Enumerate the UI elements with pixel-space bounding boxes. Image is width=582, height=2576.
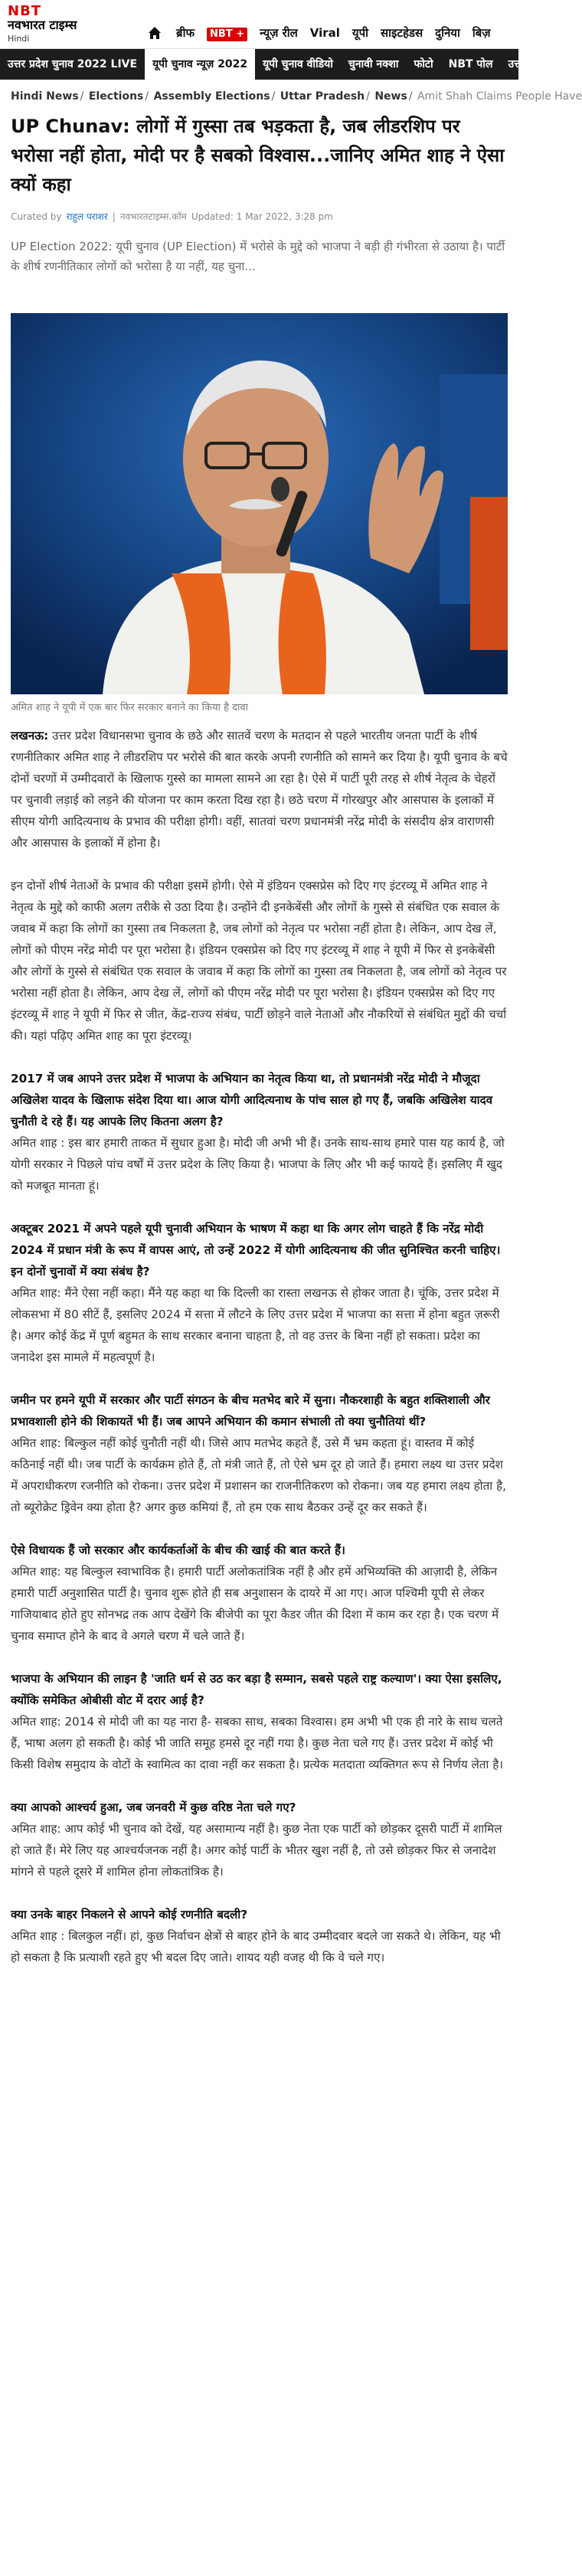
updated-timestamp: Updated: 1 Mar 2022, 3:28 pm	[191, 211, 333, 222]
subnav-video[interactable]: यूपी चुनाव वीडियो	[263, 58, 333, 70]
top-nav	[146, 0, 518, 48]
answer-1: अमित शाह : इस बार हमारी ताकत में सुधार हुआ है। मोदी जी अभी भी हैं। उनके साथ-साथ हमारे पास यह कार्य है, जो योगी सरकार ने पिछले पांच वर्षों में उत्तर प्रदेश के लिए किया है। भाजपा के लिए और भी कई फायदे हैं। इसलिए मैं खुद को मजबूत मानता हूं।	[11, 1136, 505, 1193]
breadcrumb-current: Amit Shah Claims People Have	[417, 90, 582, 103]
question-4: ऐसे विधायक हैं जो सरकार और कार्यकर्ताओं के बीच की खाई की बात करते हैं।	[11, 1543, 345, 1557]
subnav-map[interactable]: चुनावी नक्शा	[348, 58, 399, 70]
breadcrumb: Hindi News / Elections / Assembly Elections / Uttar Pradesh / News / Amit Shah Claims People Have	[11, 90, 582, 103]
curated-by-label: Curated by	[11, 211, 62, 222]
paragraph-2: इन दोनों शीर्ष नेताओं के प्रभाव की परीक्षा इसमें होगी। ऐसे में इंडियन एक्सप्रेस को दिए गए इंटरव्यू में अमित शाह ने नेतृत्व के मुद्दे को काफी अलग तरीके से उठा दिया है। उन्होंने दी इनकेबेंसी और लोगों के गुस्से से संबंधित एक सवाल के जवाब में कहा कि लोगों का गुस्सा तब निकलता है, जब लोगों को नेतृत्व पर भरोसा नहीं होता है। लेकिन, आप देख लें, लोगों को पीएम नरेंद्र मोदी पर पूरा भरोसा है। इंडियन एक्सप्रेस को दिए गए इंटरव्यू में शाह ने यूपी में फिर से इनकेबेंसी और लोगों के गुस्से से संबंधित एक सवाल के जवाब में कहा कि लोगों का गुस्सा तब निकलता है, जब लोगों को नेतृत्व पर भरोसा नहीं होता है। लेकिन, आप देख लें, लोगों को पीएम नरेंद्र मोदी पर पूरा भरोसा है। इंडियन एक्सप्रेस को दिए गए इंटरव्यू में शाह ने यूपी में फिर से जीत, केंद्र-राज्य संबंध, पार्टी छोड़ने वाले नेताओं और नौकरियों से संबंधित मुद्दों की चर्चा की। यहां पढ़िए अमित शाह का पूरा इंटरव्यू।	[11, 879, 507, 1043]
question-6: क्या आपको आश्चर्य हुआ, जब जनवरी में कुछ वरिष्ठ नेता चले गए?	[11, 1801, 296, 1814]
question-3: जमीन पर हमने यूपी में सरकार और पार्टी संगठन के बीच मतभेद बारे में सुना। नौकरशाही के बहुत शक्तिशाली और प्रभावशाली होने की शिकायतें भी हैं। जब आपने अभियान की कमान संभाली तो क्या चुनौतियां थीं?	[11, 1393, 490, 1428]
nav-sitehead[interactable]: साइटहेडस	[381, 26, 423, 40]
nav-viral[interactable]: Viral	[309, 26, 340, 40]
hero-image	[11, 313, 508, 694]
nbt-plus-badge: NBT +	[207, 28, 247, 41]
byline: Curated by राहुल पराशर | नवभारतटाइम्स.कॉम Updated: 1 Mar 2022, 3:28 pm	[11, 211, 333, 222]
subnav-more[interactable]: उत्त	[508, 58, 522, 70]
paragraph-1	[11, 725, 508, 854]
logo-text	[8, 5, 146, 32]
nav-brief[interactable]: ब्रीफ	[176, 26, 195, 40]
qa-block	[11, 1218, 508, 1368]
nav-up[interactable]: यूपी	[351, 26, 369, 40]
answer-5: अमित शाह: 2014 से मोदी जी का यह नारा है- सबका साथ, सबका विश्वास। हम अभी भी एक ही नारे के साथ चलते हैं, भाषा अलग हो सकती है। कोई भी जाति समूह हमसे दूर नहीं गया है। कुछ नेता चले गए हैं। उत्तर प्रदेश में कोई भी किसी विशेष समुदाय के वोटों के स्वामित्व का दावा नहीं कर सकता है। प्रत्येक मतदाता व्यक्तिगत रूप से निर्णय लेता है।	[11, 1715, 504, 1771]
nav-business[interactable]: बिज़	[472, 26, 491, 40]
logo-nbt: NBT	[8, 3, 42, 19]
breadcrumb-news[interactable]: News	[374, 90, 407, 103]
subnav-poll[interactable]: NBT पोल	[448, 58, 493, 70]
article-summary: UP Election 2022: यूपी चुनाव (UP Election) में भरोसे के मुद्दे को भाजपा ने बड़ी ही गंभीरता से उठाया है। पार्टी के शीर्ष रणनीतिकार लोगों को भरोसा है या नहीं, यह चुना...	[11, 240, 505, 273]
site-header	[0, 0, 518, 49]
paragraph-1-text: उत्तर प्रदेश विधानसभा चुनाव के छठे और सातवें चरण के मतदान से पहले भारतीय जनता पार्टी के शीर्ष रणनीतिकार अमित शाह ने लीडरशिप पर भरोसे की बात करके अपनी रणनीति को सामने कर दिया है। यूपी चुनाव के बचे दोनों चरणों में उम्मीदवारों के खिलाफ गुस्से का मामला सामने आ रहा है। ऐसे में पार्टी पूरी तरह से शीर्ष नेतृत्व के चेहरों पर चुनावी लड़ाई को लड़ने की योजना पर काम करता दिख रहा है। छठे चरण में गोरखपुर और आसपास के इलाकों में सीएम योगी आदित्यनाथ के प्रभाव की परीक्षा होगी। वहीं, सातवां चरण प्रधानमंत्री नरेंद्र मोदी के संसदीय क्षेत्र वाराणसी और आसपास के इलाकों में होना है।	[11, 729, 508, 850]
article-body	[0, 716, 518, 1968]
breadcrumb-uttar-pradesh[interactable]: Uttar Pradesh	[280, 90, 365, 103]
subnav-photo[interactable]: फोटो	[414, 58, 433, 70]
nav-news-reel[interactable]: न्यूज़ रील	[260, 26, 298, 40]
answer-2: अमित शाह: मैंने ऐसा नहीं कहा। मैंने यह कहा था कि दिल्ली का रास्ता लखनऊ से होकर जाता है। चूंकि, उत्तर प्रदेश में लोकसभा में 80 सीटें हैं, इसलिए 2024 में सत्ता में लौटने के लिए उत्तर प्रदेश में भाजपा का सत्ता में होना बहुत ज़रूरी है। अगर कोई केंद्र में पूर्ण बहुमत के साथ सरकार बनाना चाहता है, तो वह उत्तर के बिना नहीं हो सकता। प्रदेश का जनादेश इस मामले में महत्वपूर्ण है।	[11, 1286, 500, 1364]
question-5: भाजपा के अभियान की लाइन है 'जाति धर्म से उठ कर बड़ा है सम्मान, सबसे पहले राष्ट्र कल्याण'। क्या ऐसा इसलिए, क्योंकि समेकित ओबीसी वोट में दरार आई है?	[11, 1672, 502, 1707]
election-subnav	[0, 49, 522, 80]
qa-block	[11, 1668, 508, 1775]
publication-name: नवभारतटाइम्स.कॉम	[119, 211, 187, 222]
author-link[interactable]: राहुल पराशर	[66, 211, 108, 222]
dateline: लखनऊ:	[11, 729, 49, 743]
breadcrumb-hindi-news[interactable]: Hindi News	[11, 90, 79, 103]
home-icon[interactable]	[146, 24, 164, 42]
hero-illustration	[11, 313, 508, 694]
answer-3: अमित शाह: बिल्कुल नहीं कोई चुनौती नहीं थी। जिसे आप मतभेद कहते हैं, उसे मैं भ्रम कहता हूं। वास्तव में कोई कठिनाई नहीं थी। जब पार्टी के कार्यक्रम होते हैं, तो मंत्री जाते हैं, तो ऐसे भ्रम दूर हो जाते हैं। हमारा लक्ष्य था उत्तर प्रदेश में अपराधीकरण रजनीति को रोकना। उत्तर प्रदेश में प्रशासन का राजनीतिकरण को रोकना। जब यह हमारा लक्ष्य होता है, तो ब्यूरोक्रेट ड्रिवेन क्या होता है? अगर कुछ कमियां हैं, तो हम एक साथ बैठकर उन्हें दूर कर सकते हैं।	[11, 1436, 506, 1514]
answer-7: अमित शाह : बिलकुल नहीं। हां, कुछ निर्वाचन क्षेत्रों से बाहर होने के बाद उम्मीदवार बदले जा सकते थे। लेकिन, यह भी हो सकता है कि प्रत्याशी रहते हुए भी बदल दिए जाते। शायद यही वजह थी कि वे चले गए।	[11, 1929, 501, 1964]
nav-world[interactable]: दुनिया	[435, 26, 460, 40]
qa-block	[11, 1797, 508, 1882]
site-logo[interactable]	[0, 0, 146, 48]
question-7: क्या उनके बाहर निकलने से आपने कोई रणनीति बदली?	[11, 1908, 248, 1921]
article-title: UP Chunav: लोगों में गुस्सा तब भड़कता है, जब लीडरशिप पर भरोसा नहीं होता, मोदी पर है सबको विश्वास...जानिए अमित शाह ने ऐसा क्यों कहा	[11, 116, 505, 195]
qa-block	[11, 1539, 508, 1647]
answer-4: अमित शाह: यह बिल्कुल स्वाभाविक है। हमारी पार्टी अलोकतांत्रिक नहीं है और हमें अभिव्यक्ति की आज़ादी है, लेकिन हमारी पार्टी अनुशासित पार्टी है। चुनाव शुरू होते ही सब अनुशासन के दायरे में आ गए। आज पश्चिमी यूपी से लेकर गाजियाबाद होते हुए सोनभद्र तक आप देखेंगे कि बीजेपी का पूरा कैडर जीत की दिशा में काम कर रहा है। एक चरण में चुनाव समाप्त होने के बाद वे अगले चरण में चले जाते हैं।	[11, 1565, 499, 1643]
breadcrumb-elections[interactable]: Elections	[88, 90, 144, 103]
question-2: अक्टूबर 2021 में अपने पहले यूपी चुनावी अभियान के भाषण में कहा था कि अगर लोग चाहते हैं कि नरेंद्र मोदी 2024 में प्रधान मंत्री के रूप में वापस आएं, तो उन्हें 2022 में योगी आदित्यनाथ की जीत सुनिश्चित करनी चाहिए। इन दोनों चुनावों में क्या संबंध है?	[11, 1222, 501, 1278]
logo-sub: Hindi	[8, 34, 30, 44]
question-1: 2017 में जब आपने उत्तर प्रदेश में भाजपा के अभियान का नेतृत्व किया था, तो प्रधानमंत्री नरेंद्र मोदी ने मौजूदा अखिलेश यादव के खिलाफ संदेश दिया था। आज योगी आदित्यनाथ के पांच साल हो गए हैं, जबकि अखिलेश यादव चुनौती दे रहे हैं। यह आपके लिए कितना अलग है?	[11, 1072, 493, 1128]
image-caption: अमित शाह ने यूपी में एक बार फिर सरकार बनाने का किया है दावा	[11, 702, 248, 713]
nav-nbt-plus[interactable]	[201, 24, 253, 42]
qa-block	[11, 1904, 508, 1968]
logo-hindi: नवभारत टाइम्स	[8, 18, 77, 32]
qa-block	[11, 1389, 508, 1518]
answer-6: अमित शाह: आप कोई भी चुनाव को देखें, यह असामान्य नहीं है। कुछ नेता एक पार्टी को छोड़कर दूसरी पार्टी में शामिल हो जाते हैं। मेरे लिए यह आश्चर्यजनक नहीं है। अगर कोई पार्टी के भीतर खुश नहीं है, तो उसे छोड़कर फिर से जनादेश मांगने से पहले दूसरे में शामिल होना लोकतांत्रिक है।	[11, 1822, 502, 1879]
breadcrumb-assembly-elections[interactable]: Assembly Elections	[153, 90, 270, 103]
subnav-live[interactable]: उत्तर प्रदेश चुनाव 2022 LIVE	[8, 58, 138, 70]
subnav-news[interactable]: यूपी चुनाव न्यूज़ 2022	[145, 49, 255, 80]
qa-block	[11, 1068, 508, 1197]
